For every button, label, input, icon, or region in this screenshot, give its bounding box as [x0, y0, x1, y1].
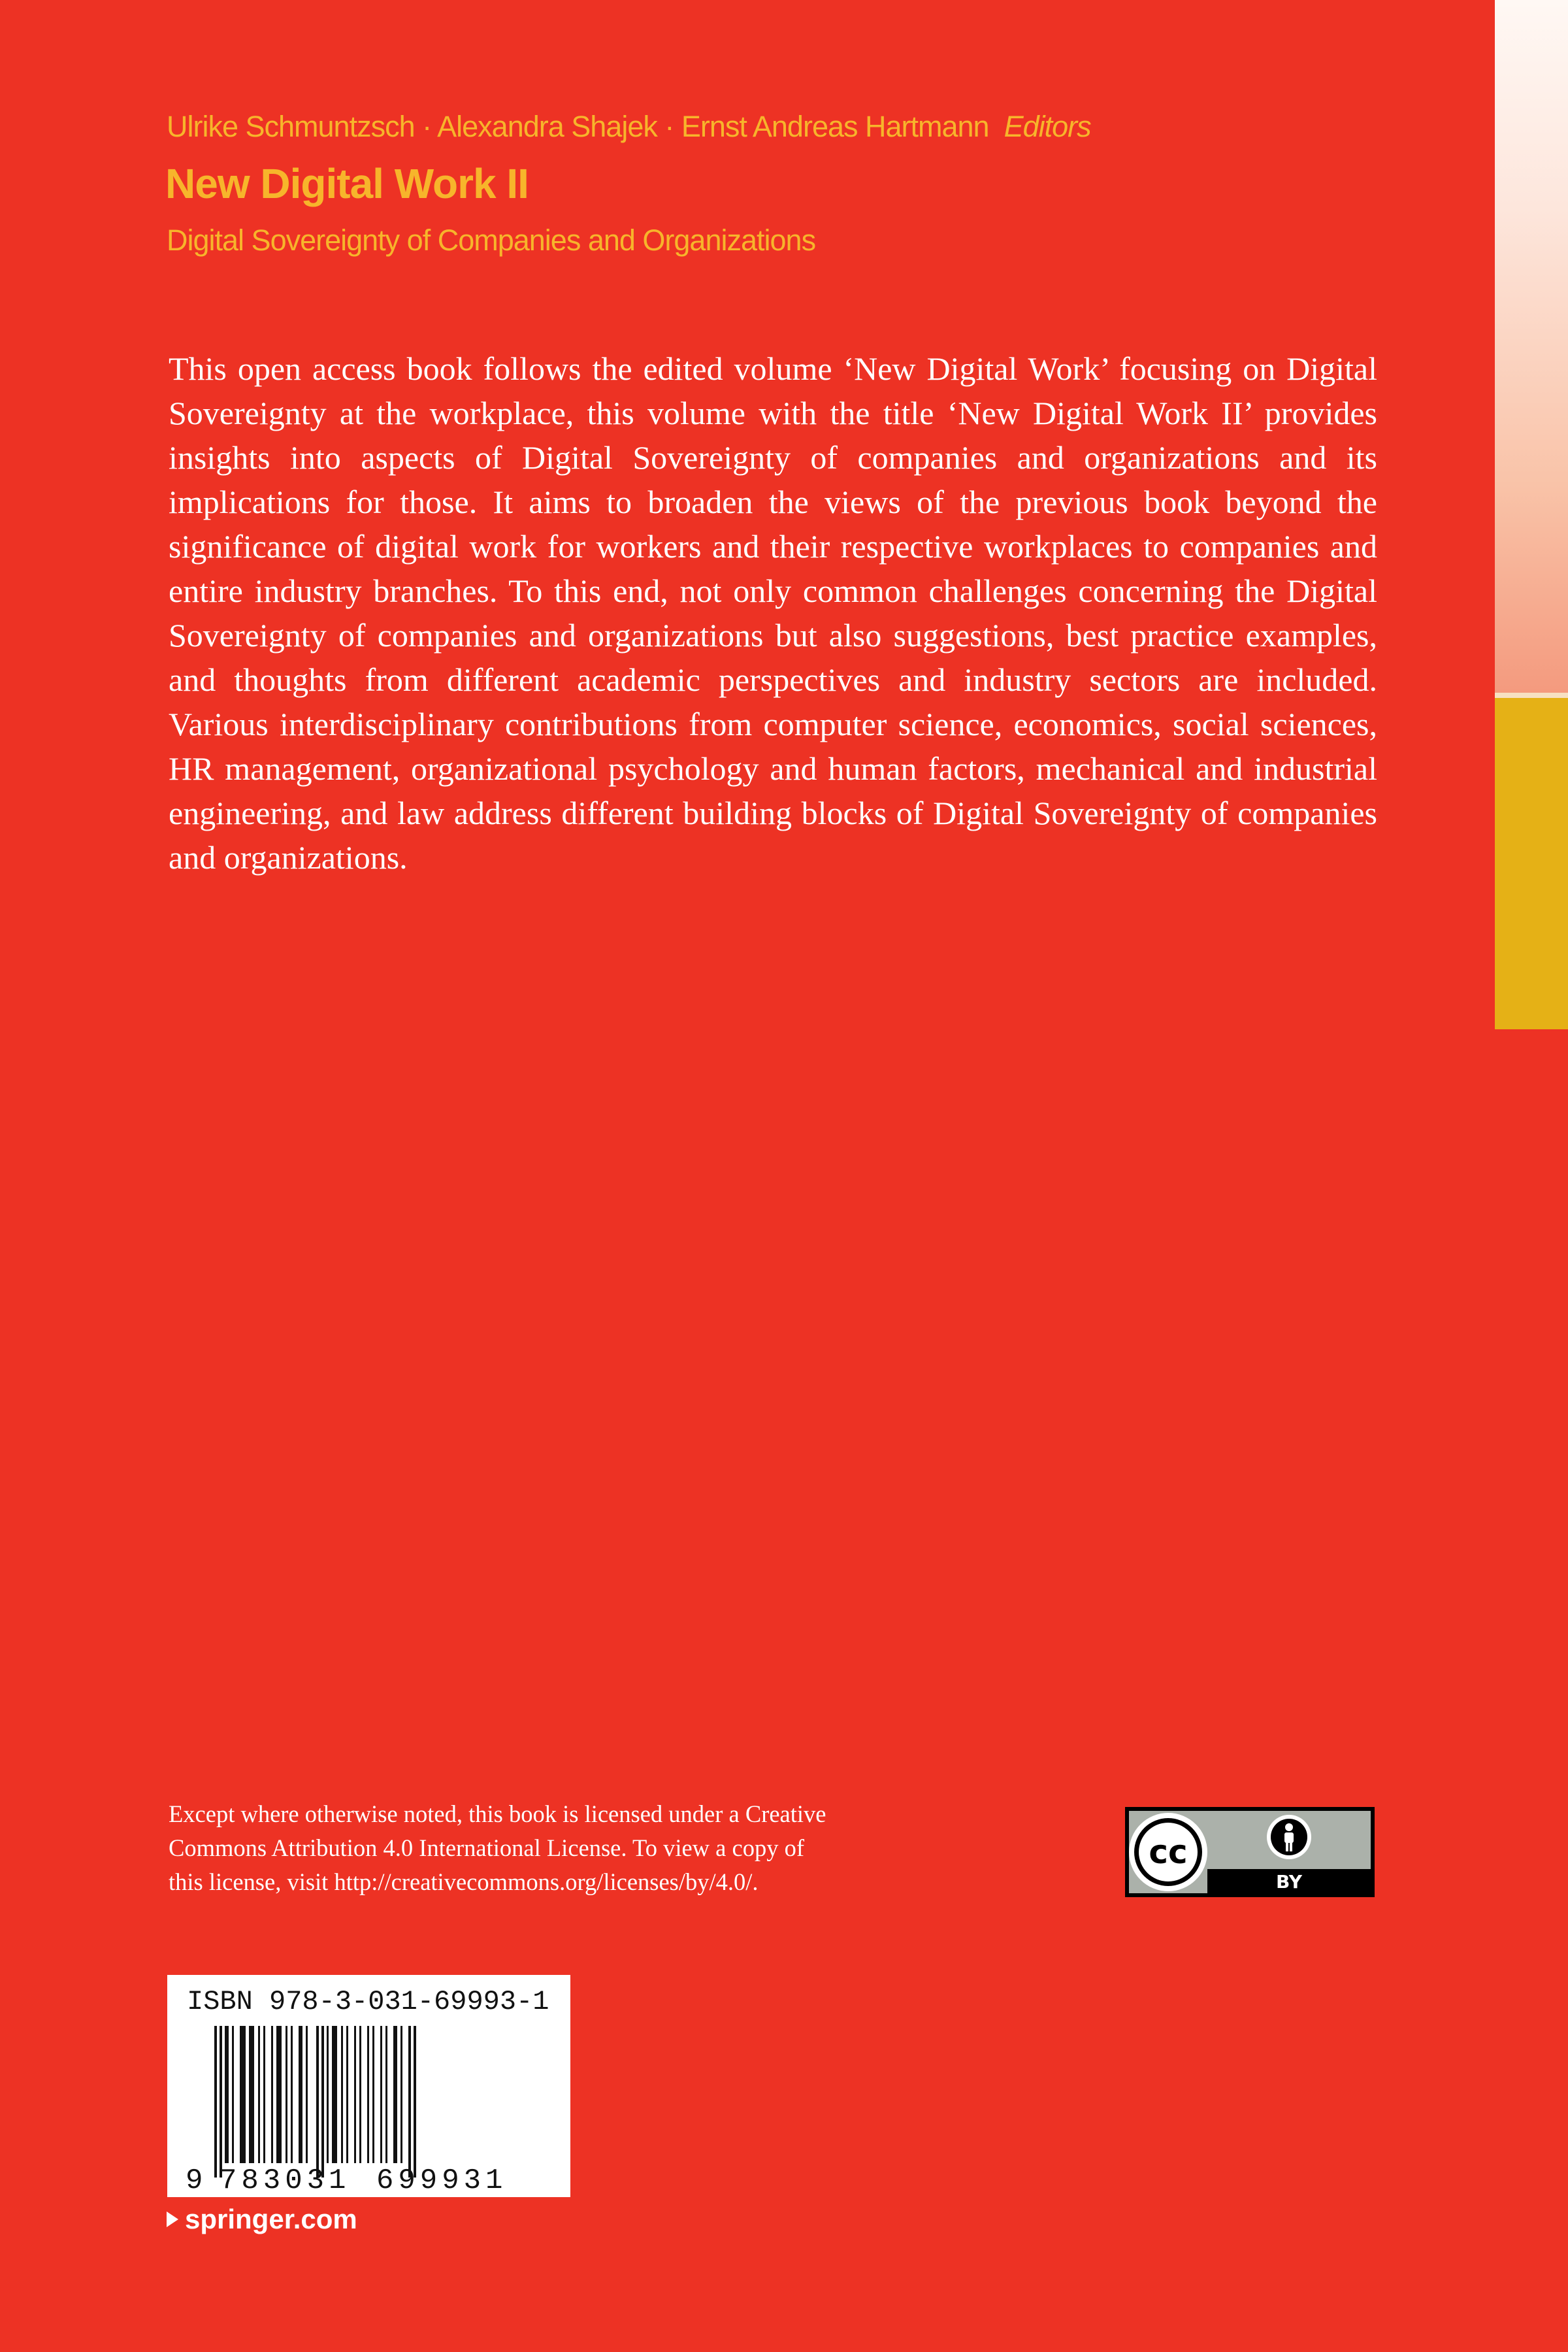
editor-names: Ulrike Schmuntzsch · Alexandra Shajek · Ernst Andreas Hartmann: [167, 110, 989, 143]
barcode-bar: [232, 2026, 234, 2163]
barcode-graphic: [167, 1975, 570, 2197]
barcode-bar: [263, 2026, 265, 2163]
publisher-link[interactable]: [167, 2204, 357, 2235]
license-line-3: this license, visit http://creativecommons.org/licenses/by/4.0/.: [169, 1868, 759, 1895]
spine-gradient-band: [1495, 0, 1568, 693]
barcode-bars: [214, 2026, 416, 2178]
barcode-bar: [393, 2026, 397, 2163]
barcode-bar: [385, 2026, 387, 2163]
cc-by-license-badge: [1125, 1807, 1375, 1897]
barcode-bar: [276, 2026, 282, 2163]
spine-color-strip: [1495, 0, 1568, 1029]
barcode-bar: [408, 2026, 411, 2178]
isbn-digits-left: 783031: [220, 2164, 351, 2197]
editors-role-label: Editors: [1004, 110, 1091, 143]
badge-cc-text: cc: [1149, 1833, 1188, 1871]
barcode-bar: [220, 2026, 222, 2178]
barcode-bar: [214, 2026, 217, 2178]
barcode-bar: [321, 2026, 324, 2178]
publisher-url: springer.com: [185, 2204, 357, 2234]
barcode-bar: [240, 2026, 246, 2163]
barcode-bar: [249, 2026, 254, 2163]
barcode-bar: [380, 2026, 382, 2163]
barcode-bar: [332, 2026, 337, 2163]
barcode-bar: [271, 2026, 273, 2163]
barcode-bar: [367, 2026, 369, 2163]
barcode-bar: [306, 2026, 308, 2163]
barcode-bar: [341, 2026, 343, 2163]
barcode-bar: [346, 2026, 348, 2163]
barcode-bar: [327, 2026, 329, 2163]
book-description: This open access book follows the edited volume ‘New Digital Work’ focusing on Digital Sovereignty at the workplace, this volume with the title ‘New Digital Work II’ provides insights into aspects of Digital Sovereignty of companies and organizations and its implications for those. It aims to broaden the views of the previous book beyond the significance of digital work for workers and their respective workplaces to companies and entire industry branches. To this end, not only common challenges concerning the Digital Sovereignty of companies and organizations but also suggestions, best practice examples, and thoughts from different academic perspectives and industry sectors are included. Various interdisciplinary contributions from computer science, economics, social sciences, HR management, organizational psychology and human factors, mechanical and industrial engineering, and law address different building blocks of Digital Sovereignty of companies and organizations.: [169, 350, 1377, 876]
barcode-bar: [258, 2026, 260, 2163]
arrow-right-icon: [167, 2211, 178, 2227]
barcode-bar: [414, 2026, 416, 2178]
cc-icon: [1129, 1813, 1207, 1891]
book-title: New Digital Work II: [165, 160, 529, 207]
isbn-barcode: [167, 1975, 570, 2197]
barcode-bar: [359, 2026, 361, 2163]
license-line-1: Except where otherwise noted, this book is licensed under a Creative: [169, 1800, 826, 1827]
attribution-person-icon: [1267, 1815, 1311, 1859]
barcode-bar: [316, 2026, 319, 2178]
barcode-bar: [372, 2026, 374, 2163]
isbn-digits-right: 699931: [376, 2164, 508, 2197]
barcode-bar: [291, 2026, 293, 2163]
editors-line: [167, 110, 1091, 144]
license-line-2: Commons Attribution 4.0 International License. To view a copy of: [169, 1834, 804, 1861]
badge-by-text: BY: [1275, 1871, 1303, 1893]
book-subtitle: Digital Sovereignty of Companies and Organizations: [167, 224, 816, 257]
isbn-digit-lead: 9: [186, 2164, 203, 2197]
barcode-bar: [299, 2026, 302, 2163]
barcode-bar: [225, 2026, 229, 2163]
barcode-bar: [354, 2026, 356, 2163]
barcode-bar: [400, 2026, 402, 2163]
barcode-bar: [286, 2026, 287, 2163]
cc-by-badge-graphic: [1125, 1807, 1375, 1897]
license-statement: [169, 1797, 1018, 1899]
isbn-label: ISBN 978-3-031-69993-1: [187, 1986, 549, 2017]
spine-yellow-band: [1495, 698, 1568, 1029]
spine-divider-line: [1495, 693, 1568, 698]
